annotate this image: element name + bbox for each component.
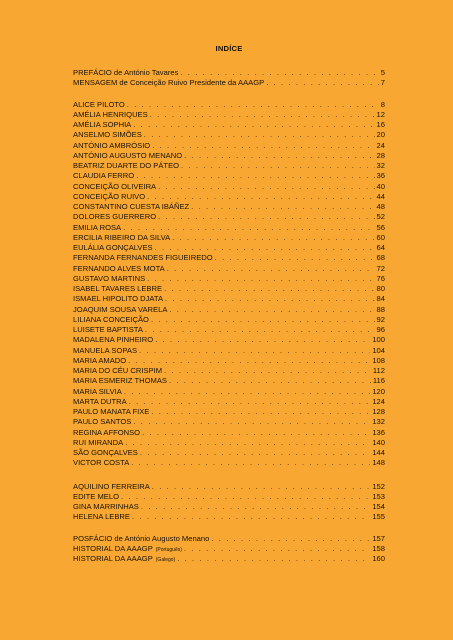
dot-leader <box>147 274 374 284</box>
dot-leader <box>164 284 374 294</box>
toc-entry-name: REGINA AFFONSO <box>73 427 141 437</box>
toc-entry-name: RUI MIRANDA <box>73 437 124 447</box>
dot-leader <box>141 502 371 512</box>
toc-entry-page: 144 <box>372 448 385 457</box>
toc-entry-page: 84 <box>376 294 385 304</box>
dot-leader <box>139 346 370 356</box>
toc-entry-name: ERCILIA RIBEIRO DA SILVA <box>73 232 171 242</box>
toc-entry[interactable] <box>73 458 385 468</box>
toc-entry[interactable] <box>73 182 385 192</box>
dot-leader <box>136 171 374 181</box>
preface-section <box>73 68 385 89</box>
toc-entry-name: MARIA ESMERIZ THOMAS <box>73 376 167 386</box>
toc-entry-name: VICTOR COSTA <box>73 458 130 468</box>
dot-leader <box>180 68 378 78</box>
toc-entry[interactable] <box>73 151 385 161</box>
toc-entry-name: LILIANA CONCEIÇÃO <box>73 314 149 324</box>
toc-entry[interactable] <box>73 202 385 212</box>
toc-entry-page: 112 <box>372 366 385 375</box>
toc-entry-page: 92 <box>376 314 385 324</box>
toc-entry-page: 108 <box>372 355 385 365</box>
toc-entry-preface[interactable] <box>73 68 385 78</box>
toc-entry[interactable] <box>73 192 385 202</box>
closing-section <box>73 534 385 565</box>
toc-entry[interactable] <box>73 212 385 222</box>
toc-entry-page: 128 <box>372 407 385 416</box>
dot-leader <box>133 417 370 427</box>
toc-entry-page: 136 <box>372 427 385 437</box>
dot-leader <box>266 78 379 88</box>
toc-entry-name: ANTÓNIO AUGUSTO MENANO <box>73 150 183 160</box>
toc-entry-page: 60 <box>376 232 385 242</box>
toc-entry-name: MENSAGEM de Conceição Ruivo Presidente da AAAGP <box>73 78 265 88</box>
toc-entry-name: ANSELMO SIMÕES <box>73 130 142 140</box>
toc-entry-name: JOAQUIM SOUSA VARELA <box>73 304 168 314</box>
toc-entry-language: (Galego) <box>155 557 176 563</box>
toc-entry-name <box>73 554 177 565</box>
toc-entry-name: BEATRIZ DUARTE DO PÁTEO <box>73 161 180 170</box>
dot-leader <box>121 492 370 502</box>
toc-entry[interactable] <box>73 397 385 407</box>
toc-entry[interactable] <box>73 315 385 325</box>
toc-entry[interactable] <box>73 141 385 151</box>
toc-entry-name: ISABEL TAVARES LEBRE <box>73 284 163 293</box>
toc-entry-page: 32 <box>376 161 385 170</box>
toc-entry-title: HISTORIAL DA AAAGP <box>73 554 153 563</box>
toc-entry[interactable] <box>73 376 385 386</box>
dot-leader <box>145 325 375 335</box>
dot-leader <box>124 387 371 397</box>
toc-entry[interactable] <box>73 161 385 171</box>
dot-leader <box>155 335 370 345</box>
dot-leader <box>165 294 375 304</box>
toc-entry[interactable] <box>73 335 385 345</box>
toc-entry-page: 116 <box>372 376 385 386</box>
toc-entry[interactable] <box>73 448 385 458</box>
dot-leader <box>144 130 375 140</box>
dot-leader <box>128 356 370 366</box>
toc-entry[interactable] <box>73 346 385 356</box>
toc-entry[interactable] <box>73 264 385 274</box>
dot-leader <box>215 253 375 263</box>
toc-entry[interactable] <box>73 502 385 512</box>
toc-entry-page: 64 <box>376 243 385 252</box>
toc-entry-language: (Português) <box>155 546 182 553</box>
toc-entry-page: 40 <box>376 181 385 191</box>
toc-entry[interactable] <box>73 274 385 284</box>
dot-leader <box>181 161 375 171</box>
toc-entry-name: MARIA AMADO <box>73 355 127 365</box>
toc-entry-name: ISMAEL HIPOLITO DJATA <box>73 294 164 304</box>
dot-leader <box>151 407 370 417</box>
dot-leader <box>125 438 370 448</box>
dot-leader <box>142 428 370 438</box>
toc-entry[interactable] <box>73 428 385 438</box>
toc-entry-page: 140 <box>372 437 385 447</box>
toc-entry-history-portuguese[interactable] <box>73 544 385 554</box>
toc-entry-name: PREFÁCIO de António Tavares <box>73 68 179 77</box>
toc-entry-page: 8 <box>380 99 385 109</box>
toc-entry[interactable] <box>73 243 385 253</box>
toc-entry-title: HISTORIAL DA AAAGP <box>73 543 153 553</box>
dot-leader <box>158 182 374 192</box>
toc-entry-page: 104 <box>372 345 385 355</box>
toc-entry-name: MARIA SILVIA <box>73 386 122 396</box>
toc-entry-history-galician[interactable] <box>73 554 385 564</box>
toc-entry-page: 48 <box>376 202 385 211</box>
toc-entry-page: 120 <box>372 386 385 396</box>
dot-leader <box>167 264 375 274</box>
toc-entry-page: 152 <box>372 481 385 491</box>
toc-entry-page: 72 <box>376 263 385 273</box>
dot-leader <box>129 397 371 407</box>
toc-entry-name: GUSTAVO MARTINS <box>73 273 146 283</box>
toc-entry-page: 148 <box>372 458 385 468</box>
toc-entry-name: ALICE PILOTO <box>73 99 125 109</box>
toc-entry-page: 24 <box>376 140 385 150</box>
toc-entry-page: 155 <box>372 512 385 522</box>
toc-entry-name: CONSTANTINO CUESTA IBÁÑEZ <box>73 202 190 211</box>
toc-entry[interactable] <box>73 120 385 130</box>
dot-leader <box>150 110 375 120</box>
toc-entry-page: 28 <box>376 150 385 160</box>
dot-leader <box>211 534 370 544</box>
toc-entry-name: HELENA LEBRE <box>73 512 130 522</box>
toc-entry-name: MARTA DUTRA <box>73 396 127 406</box>
index-page <box>73 43 385 564</box>
toc-entry-name: POSFÁCIO de António Augusto Menano <box>73 533 210 543</box>
toc-entry-name: EDITE MELO <box>73 491 119 501</box>
toc-entry-page: 12 <box>376 109 385 119</box>
toc-entry-name: SÃO GONÇALVES <box>73 448 138 457</box>
dot-leader <box>155 243 375 253</box>
dot-leader <box>147 192 374 202</box>
toc-entry[interactable] <box>73 171 385 181</box>
dot-leader <box>158 212 374 222</box>
toc-entry[interactable] <box>73 130 385 140</box>
toc-entry-page: 16 <box>376 120 385 129</box>
toc-entry-name: AMÉLIA SOPHIA <box>73 120 132 129</box>
toc-entry[interactable] <box>73 407 385 417</box>
toc-entry[interactable] <box>73 233 385 243</box>
toc-entry-name: FERNANDA FERNANDES FIGUEIREDO <box>73 253 213 263</box>
dot-leader <box>164 366 371 376</box>
dot-leader <box>152 482 371 492</box>
toc-entry-name: MARIA DO CÉU CRISPIM <box>73 366 163 375</box>
toc-entry[interactable] <box>73 100 385 110</box>
toc-entry-page: 153 <box>372 491 385 501</box>
toc-entry-page: 124 <box>372 396 385 406</box>
dot-leader <box>152 141 374 151</box>
dot-leader <box>140 448 370 458</box>
toc-entry-page: 88 <box>376 304 385 314</box>
dot-leader <box>123 223 374 233</box>
dot-leader <box>131 458 370 468</box>
toc-entry-postface[interactable] <box>73 534 385 544</box>
toc-entry-name: MADALENA PINHEIRO <box>73 335 154 345</box>
toc-entry-page: 157 <box>372 533 385 543</box>
toc-entry-name: FERNANDO ALVES MOTA <box>73 263 165 273</box>
toc-entry-name: MANUELA SOPAS <box>73 345 138 355</box>
toc-entry-name: ANTÓNIO AMBRÓSIO <box>73 140 151 150</box>
toc-entry[interactable] <box>73 356 385 366</box>
toc-entry[interactable] <box>73 253 385 263</box>
toc-entry-name: CONCEIÇÃO OLIVEIRA <box>73 181 157 191</box>
toc-entry-message[interactable] <box>73 78 385 88</box>
dot-leader <box>169 305 374 315</box>
toc-entry-page: 100 <box>372 335 385 345</box>
dot-leader <box>127 100 379 110</box>
toc-entry-page: 7 <box>380 78 385 88</box>
toc-entry-name: EULÁLIA GONÇALVES <box>73 243 153 252</box>
toc-entry-page: 96 <box>376 325 385 334</box>
authors-section <box>73 100 385 469</box>
toc-entry-name: EMILIA ROSA <box>73 222 122 232</box>
toc-entry-page: 80 <box>376 284 385 293</box>
toc-entry-page: 76 <box>376 273 385 283</box>
toc-entry[interactable] <box>73 387 385 397</box>
dot-leader <box>184 544 370 554</box>
toc-entry-page: 5 <box>380 68 385 77</box>
toc-entry-name: AMÉLIA HENRIQUES <box>73 109 148 119</box>
additional-authors-section <box>73 482 385 523</box>
toc-entry[interactable] <box>73 492 385 502</box>
dot-leader <box>133 120 374 130</box>
toc-entry[interactable] <box>73 223 385 233</box>
toc-entry-name: PAULO MANATA FIXE <box>73 407 150 416</box>
toc-entry-name: CLAUDIA FERRO <box>73 171 135 181</box>
toc-entry-name: PAULO SANTOS <box>73 417 132 427</box>
toc-entry-name: GINA MARRINHAS <box>73 502 139 511</box>
toc-entry-page: 52 <box>376 212 385 222</box>
dot-leader <box>169 376 371 386</box>
toc-entry[interactable] <box>73 417 385 427</box>
toc-entry-name: LUISETE BAPTISTA <box>73 325 143 334</box>
toc-entry-name: AQUILINO FERREIRA <box>73 481 150 491</box>
dot-leader <box>184 151 374 161</box>
toc-entry-page: 36 <box>376 171 385 181</box>
dot-leader <box>132 512 370 522</box>
toc-entry-page: 44 <box>376 191 385 201</box>
dot-leader <box>191 202 374 212</box>
toc-entry[interactable] <box>73 512 385 522</box>
toc-entry-page: 154 <box>372 502 385 511</box>
toc-entry-page: 68 <box>376 253 385 263</box>
toc-entry-name: CONCEIÇÃO RUIVO <box>73 191 146 201</box>
toc-entry[interactable] <box>73 294 385 304</box>
dot-leader <box>151 315 375 325</box>
toc-entry[interactable] <box>73 482 385 492</box>
index-title: INDÍCE <box>215 44 243 53</box>
toc-entry-page: 160 <box>372 554 385 563</box>
dot-leader <box>177 554 370 564</box>
dot-leader <box>172 233 374 243</box>
toc-entry[interactable] <box>73 305 385 315</box>
toc-entry-page: 20 <box>376 130 385 140</box>
toc-entry[interactable] <box>73 438 385 448</box>
toc-entry[interactable] <box>73 366 385 376</box>
toc-entry[interactable] <box>73 284 385 294</box>
toc-entry[interactable] <box>73 110 385 120</box>
toc-entry-name: DOLORES GUERRERO <box>73 212 157 222</box>
toc-entry-page: 56 <box>376 222 385 232</box>
toc-entry-page: 132 <box>372 417 385 427</box>
toc-entry-page: 158 <box>372 543 385 553</box>
toc-entry[interactable] <box>73 325 385 335</box>
